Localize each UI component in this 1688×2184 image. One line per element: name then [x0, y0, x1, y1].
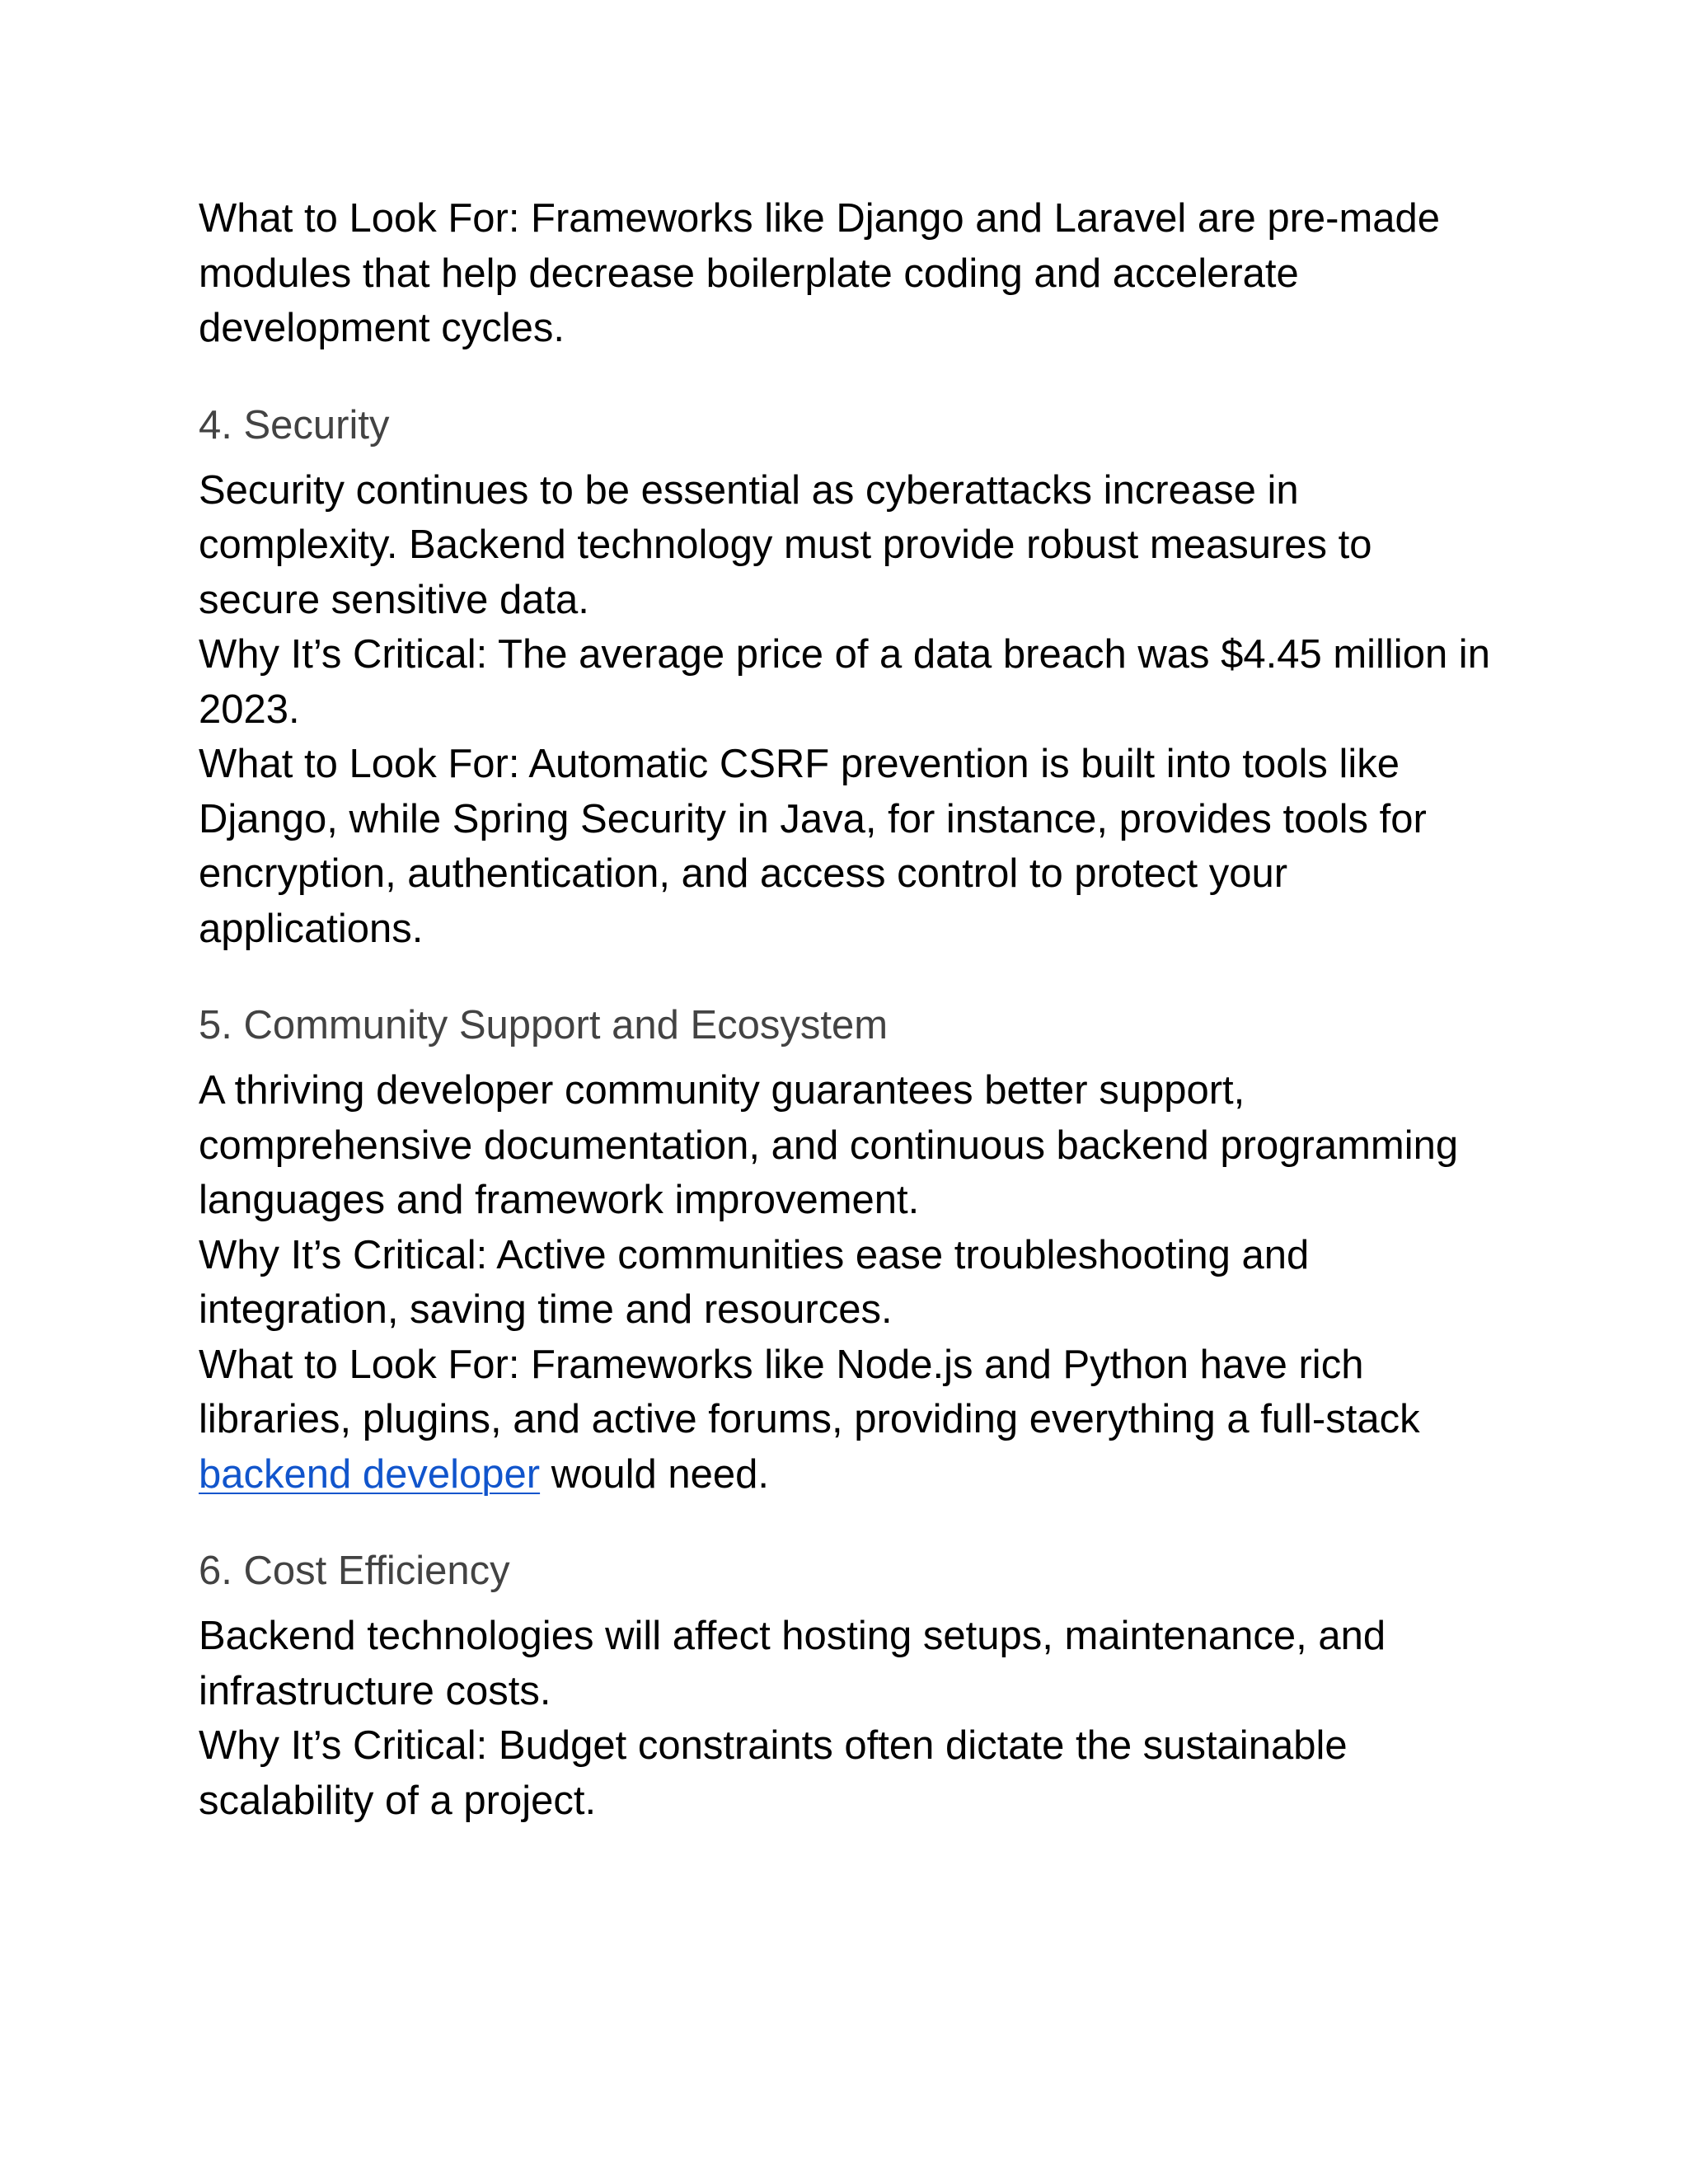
- cost-why-critical: Why It’s Critical: Budget constraints often dictate the sustainable scalability of a project.: [199, 1723, 1348, 1823]
- document-content: [199, 191, 1501, 1828]
- community-what-prefix: What to Look For: Frameworks like Node.js and Python have rich libraries, plugins, and active forums, providing everything a full-stack: [199, 1342, 1420, 1441]
- backend-developer-link[interactable]: backend developer: [199, 1451, 541, 1497]
- community-why-critical: Why It’s Critical: Active communities ease troubleshooting and integration, saving time and resources.: [199, 1232, 1310, 1332]
- community-what-to-look-for: [199, 1338, 1501, 1502]
- section-heading-cost: 6. Cost Efficiency: [199, 1549, 510, 1593]
- intro-what-to-look-for: What to Look For: Frameworks like Django and Laravel are pre-made modules that help decrease boilerplate coding and accelerate development cycles.: [199, 196, 1441, 350]
- cost-body: Backend technologies will affect hosting setups, maintenance, and infrastructure costs.: [199, 1614, 1386, 1713]
- security-why-critical: Why It’s Critical: The average price of a data breach was $4.45 million in 2023.: [199, 632, 1490, 732]
- section-heading-security: 4. Security: [199, 402, 390, 448]
- security-body: Security continues to be essential as cyberattacks increase in complexity. Backend technology must provide robust measures to secure sensitive data.: [199, 467, 1372, 622]
- community-body: A thriving developer community guarantees better support, comprehensive documentation, and continuous backend programming languages and framework improvement.: [199, 1068, 1459, 1222]
- community-what-suffix: would need.: [540, 1451, 769, 1497]
- section-heading-community: 5. Community Support and Ecosystem: [199, 1003, 889, 1047]
- security-what-to-look-for: What to Look For: Automatic CSRF prevention is built into tools like Django, while Spring Security in Java, for instance, provides tools for encryption, authentication, and access control to protect your applications.: [199, 742, 1427, 951]
